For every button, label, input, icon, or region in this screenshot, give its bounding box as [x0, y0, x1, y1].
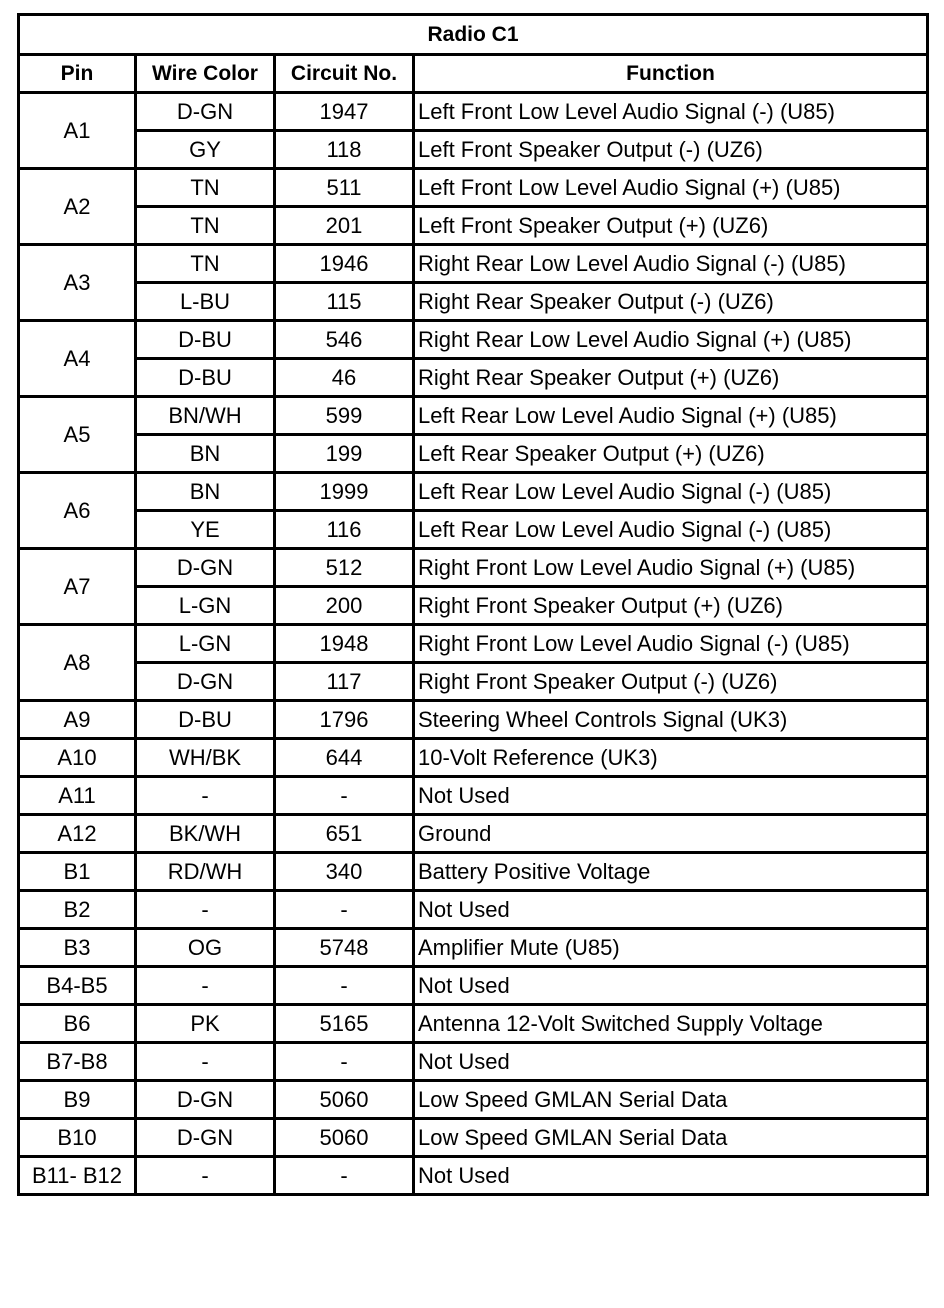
header-wire-color: Wire Color: [136, 55, 275, 93]
table-row: [19, 739, 928, 777]
table-body: [19, 93, 928, 1195]
function-cell: Amplifier Mute (U85): [414, 929, 928, 967]
table-row: [19, 435, 928, 473]
pin-cell: B7-B8: [19, 1043, 136, 1081]
function-cell: Right Front Speaker Output (+) (UZ6): [414, 587, 928, 625]
table-title: Radio C1: [19, 15, 928, 55]
function-cell: Left Rear Low Level Audio Signal (+) (U85): [414, 397, 928, 435]
table-row: [19, 891, 928, 929]
circuit-number-cell: 200: [275, 587, 414, 625]
table-row: [19, 967, 928, 1005]
circuit-number-cell: 117: [275, 663, 414, 701]
wire-color-cell: -: [136, 777, 275, 815]
wire-color-cell: PK: [136, 1005, 275, 1043]
circuit-number-cell: 546: [275, 321, 414, 359]
circuit-number-cell: 644: [275, 739, 414, 777]
connector-pinout-table: [17, 13, 929, 1196]
wire-color-cell: D-BU: [136, 321, 275, 359]
header-function: Function: [414, 55, 928, 93]
circuit-number-cell: 118: [275, 131, 414, 169]
table-row: [19, 397, 928, 435]
pin-cell: A5: [19, 397, 136, 473]
function-cell: Left Front Low Level Audio Signal (+) (U85): [414, 169, 928, 207]
wire-color-cell: D-GN: [136, 663, 275, 701]
table-row: [19, 663, 928, 701]
pin-cell: A10: [19, 739, 136, 777]
table-row: [19, 169, 928, 207]
circuit-number-cell: 5748: [275, 929, 414, 967]
circuit-number-cell: 5060: [275, 1081, 414, 1119]
function-cell: Right Rear Speaker Output (-) (UZ6): [414, 283, 928, 321]
table-row: [19, 549, 928, 587]
wire-color-cell: YE: [136, 511, 275, 549]
wire-color-cell: TN: [136, 169, 275, 207]
function-cell: Right Rear Low Level Audio Signal (+) (U85): [414, 321, 928, 359]
function-cell: Right Front Speaker Output (-) (UZ6): [414, 663, 928, 701]
table-row: [19, 207, 928, 245]
function-cell: Right Rear Speaker Output (+) (UZ6): [414, 359, 928, 397]
circuit-number-cell: 1999: [275, 473, 414, 511]
function-cell: Ground: [414, 815, 928, 853]
wire-color-cell: WH/BK: [136, 739, 275, 777]
table-row: [19, 815, 928, 853]
wire-color-cell: BN: [136, 435, 275, 473]
pin-cell: A4: [19, 321, 136, 397]
circuit-number-cell: 5060: [275, 1119, 414, 1157]
table-row: [19, 93, 928, 131]
circuit-number-cell: -: [275, 1043, 414, 1081]
wire-color-cell: BN: [136, 473, 275, 511]
function-cell: Not Used: [414, 1043, 928, 1081]
table-row: [19, 1005, 928, 1043]
circuit-number-cell: 1946: [275, 245, 414, 283]
wire-color-cell: L-GN: [136, 587, 275, 625]
wire-color-cell: D-GN: [136, 93, 275, 131]
wire-color-cell: D-BU: [136, 701, 275, 739]
function-cell: Low Speed GMLAN Serial Data: [414, 1119, 928, 1157]
pin-cell: B4-B5: [19, 967, 136, 1005]
header-pin: Pin: [19, 55, 136, 93]
function-cell: Right Rear Low Level Audio Signal (-) (U85): [414, 245, 928, 283]
function-cell: Antenna 12-Volt Switched Supply Voltage: [414, 1005, 928, 1043]
pin-cell: A6: [19, 473, 136, 549]
circuit-number-cell: 116: [275, 511, 414, 549]
wire-color-cell: OG: [136, 929, 275, 967]
pin-cell: B11- B12: [19, 1157, 136, 1195]
wire-color-cell: GY: [136, 131, 275, 169]
pin-cell: A7: [19, 549, 136, 625]
circuit-number-cell: -: [275, 1157, 414, 1195]
table-row: [19, 1119, 928, 1157]
pin-cell: B3: [19, 929, 136, 967]
pin-cell: A1: [19, 93, 136, 169]
circuit-number-cell: 5165: [275, 1005, 414, 1043]
table-row: [19, 359, 928, 397]
wire-color-cell: BN/WH: [136, 397, 275, 435]
pin-cell: B9: [19, 1081, 136, 1119]
pin-cell: B10: [19, 1119, 136, 1157]
function-cell: Not Used: [414, 1157, 928, 1195]
circuit-number-cell: 511: [275, 169, 414, 207]
wire-color-cell: -: [136, 891, 275, 929]
pin-cell: A11: [19, 777, 136, 815]
table-row: [19, 321, 928, 359]
function-cell: Left Front Speaker Output (-) (UZ6): [414, 131, 928, 169]
table-row: [19, 511, 928, 549]
table-row: [19, 1081, 928, 1119]
wire-color-cell: -: [136, 1043, 275, 1081]
function-cell: 10-Volt Reference (UK3): [414, 739, 928, 777]
function-cell: Not Used: [414, 967, 928, 1005]
pin-cell: B6: [19, 1005, 136, 1043]
function-cell: Steering Wheel Controls Signal (UK3): [414, 701, 928, 739]
circuit-number-cell: 599: [275, 397, 414, 435]
function-cell: Right Front Low Level Audio Signal (+) (U85): [414, 549, 928, 587]
table-row: [19, 853, 928, 891]
wire-color-cell: D-BU: [136, 359, 275, 397]
circuit-number-cell: 1947: [275, 93, 414, 131]
wire-color-cell: D-GN: [136, 549, 275, 587]
table-row: [19, 587, 928, 625]
table-row: [19, 1157, 928, 1195]
header-row: [19, 55, 928, 93]
wire-color-cell: -: [136, 1157, 275, 1195]
function-cell: Left Front Speaker Output (+) (UZ6): [414, 207, 928, 245]
pin-cell: A2: [19, 169, 136, 245]
circuit-number-cell: 340: [275, 853, 414, 891]
wire-color-cell: D-GN: [136, 1081, 275, 1119]
circuit-number-cell: 512: [275, 549, 414, 587]
function-cell: Low Speed GMLAN Serial Data: [414, 1081, 928, 1119]
table-row: [19, 283, 928, 321]
wire-color-cell: L-BU: [136, 283, 275, 321]
function-cell: Not Used: [414, 777, 928, 815]
circuit-number-cell: 651: [275, 815, 414, 853]
function-cell: Left Front Low Level Audio Signal (-) (U85): [414, 93, 928, 131]
function-cell: Left Rear Low Level Audio Signal (-) (U85): [414, 473, 928, 511]
circuit-number-cell: -: [275, 777, 414, 815]
pin-cell: A3: [19, 245, 136, 321]
table-row: [19, 473, 928, 511]
function-cell: Battery Positive Voltage: [414, 853, 928, 891]
wire-color-cell: D-GN: [136, 1119, 275, 1157]
table-row: [19, 929, 928, 967]
function-cell: Not Used: [414, 891, 928, 929]
function-cell: Right Front Low Level Audio Signal (-) (U85): [414, 625, 928, 663]
pin-cell: A12: [19, 815, 136, 853]
wire-color-cell: RD/WH: [136, 853, 275, 891]
function-cell: Left Rear Low Level Audio Signal (-) (U85): [414, 511, 928, 549]
pin-cell: B2: [19, 891, 136, 929]
circuit-number-cell: 1796: [275, 701, 414, 739]
pin-cell: A9: [19, 701, 136, 739]
pin-cell: A8: [19, 625, 136, 701]
wire-color-cell: -: [136, 967, 275, 1005]
title-row: [19, 15, 928, 55]
table-row: [19, 625, 928, 663]
function-cell: Left Rear Speaker Output (+) (UZ6): [414, 435, 928, 473]
table-row: [19, 1043, 928, 1081]
circuit-number-cell: 199: [275, 435, 414, 473]
table-row: [19, 245, 928, 283]
wire-color-cell: TN: [136, 245, 275, 283]
wire-color-cell: TN: [136, 207, 275, 245]
wire-color-cell: L-GN: [136, 625, 275, 663]
circuit-number-cell: 1948: [275, 625, 414, 663]
table-row: [19, 131, 928, 169]
circuit-number-cell: 46: [275, 359, 414, 397]
table-row: [19, 701, 928, 739]
circuit-number-cell: 115: [275, 283, 414, 321]
circuit-number-cell: -: [275, 967, 414, 1005]
circuit-number-cell: -: [275, 891, 414, 929]
table-row: [19, 777, 928, 815]
pin-cell: B1: [19, 853, 136, 891]
wire-color-cell: BK/WH: [136, 815, 275, 853]
header-circuit-no: Circuit No.: [275, 55, 414, 93]
circuit-number-cell: 201: [275, 207, 414, 245]
